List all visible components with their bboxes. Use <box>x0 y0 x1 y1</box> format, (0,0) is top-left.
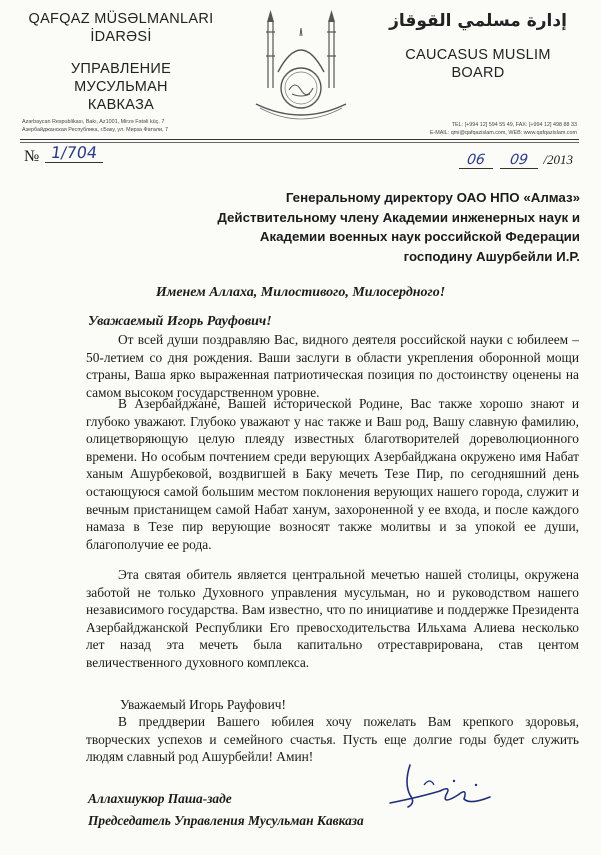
document-number-value: 1/704 <box>49 143 99 162</box>
salutation: Уважаемый Игорь Рауфович! <box>88 314 272 329</box>
closing-paragraph: В преддверии Вашего юбилея хочу пожелать Вам крепкого здоровья, творческих успехов и семейного счастья. Пусть еще долгие годы будет служить людям славный род Ашурбейли! Амин! <box>86 714 579 765</box>
date-year: 2013 <box>547 152 573 167</box>
org-name-russian: УПРАВЛЕНИЕ МУСУЛЬМАН КАВКАЗА <box>70 61 172 113</box>
letterhead-right <box>383 10 573 82</box>
date-day: 06 <box>465 152 486 168</box>
letterhead-divider <box>20 139 579 140</box>
document-date: 06 09 /2013 <box>459 152 573 169</box>
signatory-title: Председатель Управления Мусульман Кавказа <box>88 813 364 828</box>
signatory-name: Аллахшукюр Паша-заде <box>88 791 232 806</box>
addressee-block: Генеральному директору ОАО НПО «Алмаз» Действительному члену Академии инженерных наук и Академии военных наук российской Федерации господину Ашурбейли И.Р. <box>217 190 580 264</box>
org-name-english: CAUCASUS MUSLIM BOARD <box>405 47 551 81</box>
signatory-block <box>88 788 364 832</box>
mosque-emblem-logo <box>248 8 354 120</box>
handwritten-signature <box>380 755 500 817</box>
org-name-arabic: إدارة مسلمي القوقاز <box>389 11 567 31</box>
letter-paragraph-3: Эта святая обитель является центральной мечетью нашей столицы, окружена заботой не только Духовного управления мусульман, но и руководством нашего независимого государства. Вам известно, что по инициативе и поддержке Президента Азербайджанской Республики Его превосходительства Ильхама Алиева несколько лет назад эта мечеть была капитально отреставрирована, став центом величественного духовного комплекса. <box>86 567 579 670</box>
date-month: 09 <box>509 152 530 168</box>
letter-paragraph-2: В Азербайджане, Вашей исторической Родине, Вас также хорошо знают и глубоко уважают. Глубоко уважают у нас также и Ваш род, Вашу славную фамилию, олицетворяющую целую плеяду известных благотворителей дореволюционного времени. Но особым почтением среди верующих Азербайджана окружено имя Набат ханым Ашурбековой, воздвигшей в Баку мечеть Тезе Пир, по сегодняшний день остающуюся самой большим местом поклонения верующих нашего города, служит и вечным пристанищем самой Набат ханум, захороненной у ее входа, и после каждого намаза в Тезе пир верующие возносят также молитвы и за упокой ее души, благополучие ее рода. <box>86 396 579 552</box>
invocation: Именем Аллаха, Милостивого, Милосердного! <box>155 285 446 300</box>
postal-address: Azərbaycan Respublikası, Bakı, Az1001, Mirzə Fətəli küç. 7 Азербайджанская Республика, г.Баку, ул. Мирза Фатали, 7 <box>22 119 169 133</box>
closing-salutation: Уважаемый Игорь Рауфович! <box>120 697 286 712</box>
letter-paragraph-1: От всей души поздравляю Вас, видного деятеля российской науки с юбилеем – 50-летием со дня рождения. Ваши заслуги в области укрепления оборонной мощи страны, Ваша ярко выраженная патриотическая позиция по достоинству оценены на самом высоком государственном уровне. <box>86 332 579 400</box>
contact-info: TEL: [+994 12] 594 55 49, FAX: [+994 12] 498 88 33 E-MAIL: qmi@qafqazislam.com, WEB: www.qafqazislam.com <box>429 122 577 136</box>
document-number: № 1/704 <box>24 148 103 166</box>
letterhead-left <box>26 10 216 114</box>
org-name-azerbaijani: QAFQAZ MÜSƏLMANLARI İDARƏSİ <box>28 11 214 45</box>
letterhead-divider-thin <box>20 142 579 143</box>
